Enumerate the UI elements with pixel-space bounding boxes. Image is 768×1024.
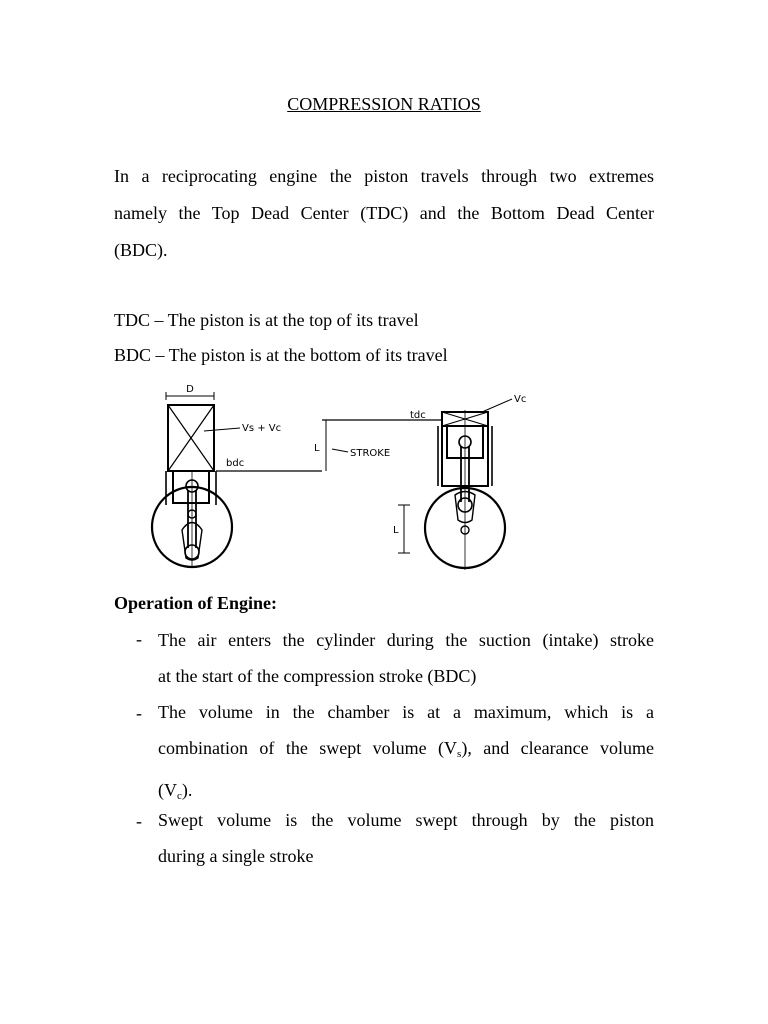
label-d: D [186,384,194,395]
page-title: COMPRESSION RATIOS [287,94,481,114]
tdc-definition: TDC – The piston is at the top of its travel [114,310,419,330]
subscript-c: c [177,790,182,802]
bdc-definition: BDC – The piston is at the bottom of its travel [114,345,448,365]
bullet-3-line-1: Swept volume is the volume swept through by the piston [158,810,654,830]
bullet-2 [158,694,654,814]
bullet-3-dash: - [136,811,142,831]
intro-line-3: (BDC). [114,240,168,260]
label-vs-vc: Vs + Vc [242,423,282,434]
left-crankshaft [152,470,232,568]
bullet-1-line-2: at the start of the compression stroke (BDC) [158,666,477,686]
bullet-2-line-3-b: ). [181,780,193,800]
label-l-stroke: L [314,443,320,454]
bullet-1-dash: - [136,629,142,649]
bullet-2-dash: - [136,703,142,723]
right-crankshaft [425,410,505,570]
label-bdc: bdc [226,458,245,469]
bullet-3 [158,802,654,874]
right-cylinder [438,399,512,486]
label-stroke: STROKE [350,448,391,459]
intro-line-2: namely the Top Dead Center (TDC) and the Bottom Dead Center [114,203,654,223]
label-tdc: tdc [410,410,426,421]
operation-heading: Operation of Engine: [114,593,278,613]
subscript-s: s [457,748,462,760]
bullet-2-line-1: The volume in the chamber is at a maximum, which is a [158,702,654,722]
label-vc: Vc [514,394,527,405]
bullet-2-line-3-a: (V [158,780,177,800]
label-l-crank: L [393,525,399,536]
bullet-1-line-1: The air enters the cylinder during the suction (intake) stroke [158,630,654,650]
intro-line-1: In a reciprocating engine the piston travels through two extremes [114,166,654,186]
bullet-2-line-2 [158,730,654,772]
bullet-1 [158,622,654,694]
bullet-2-line-2-b: ), and clearance volume [461,738,654,758]
bullet-3-line-2: during a single stroke [158,846,314,866]
bullet-2-line-2-a: combination of the swept volume (V [158,738,458,758]
